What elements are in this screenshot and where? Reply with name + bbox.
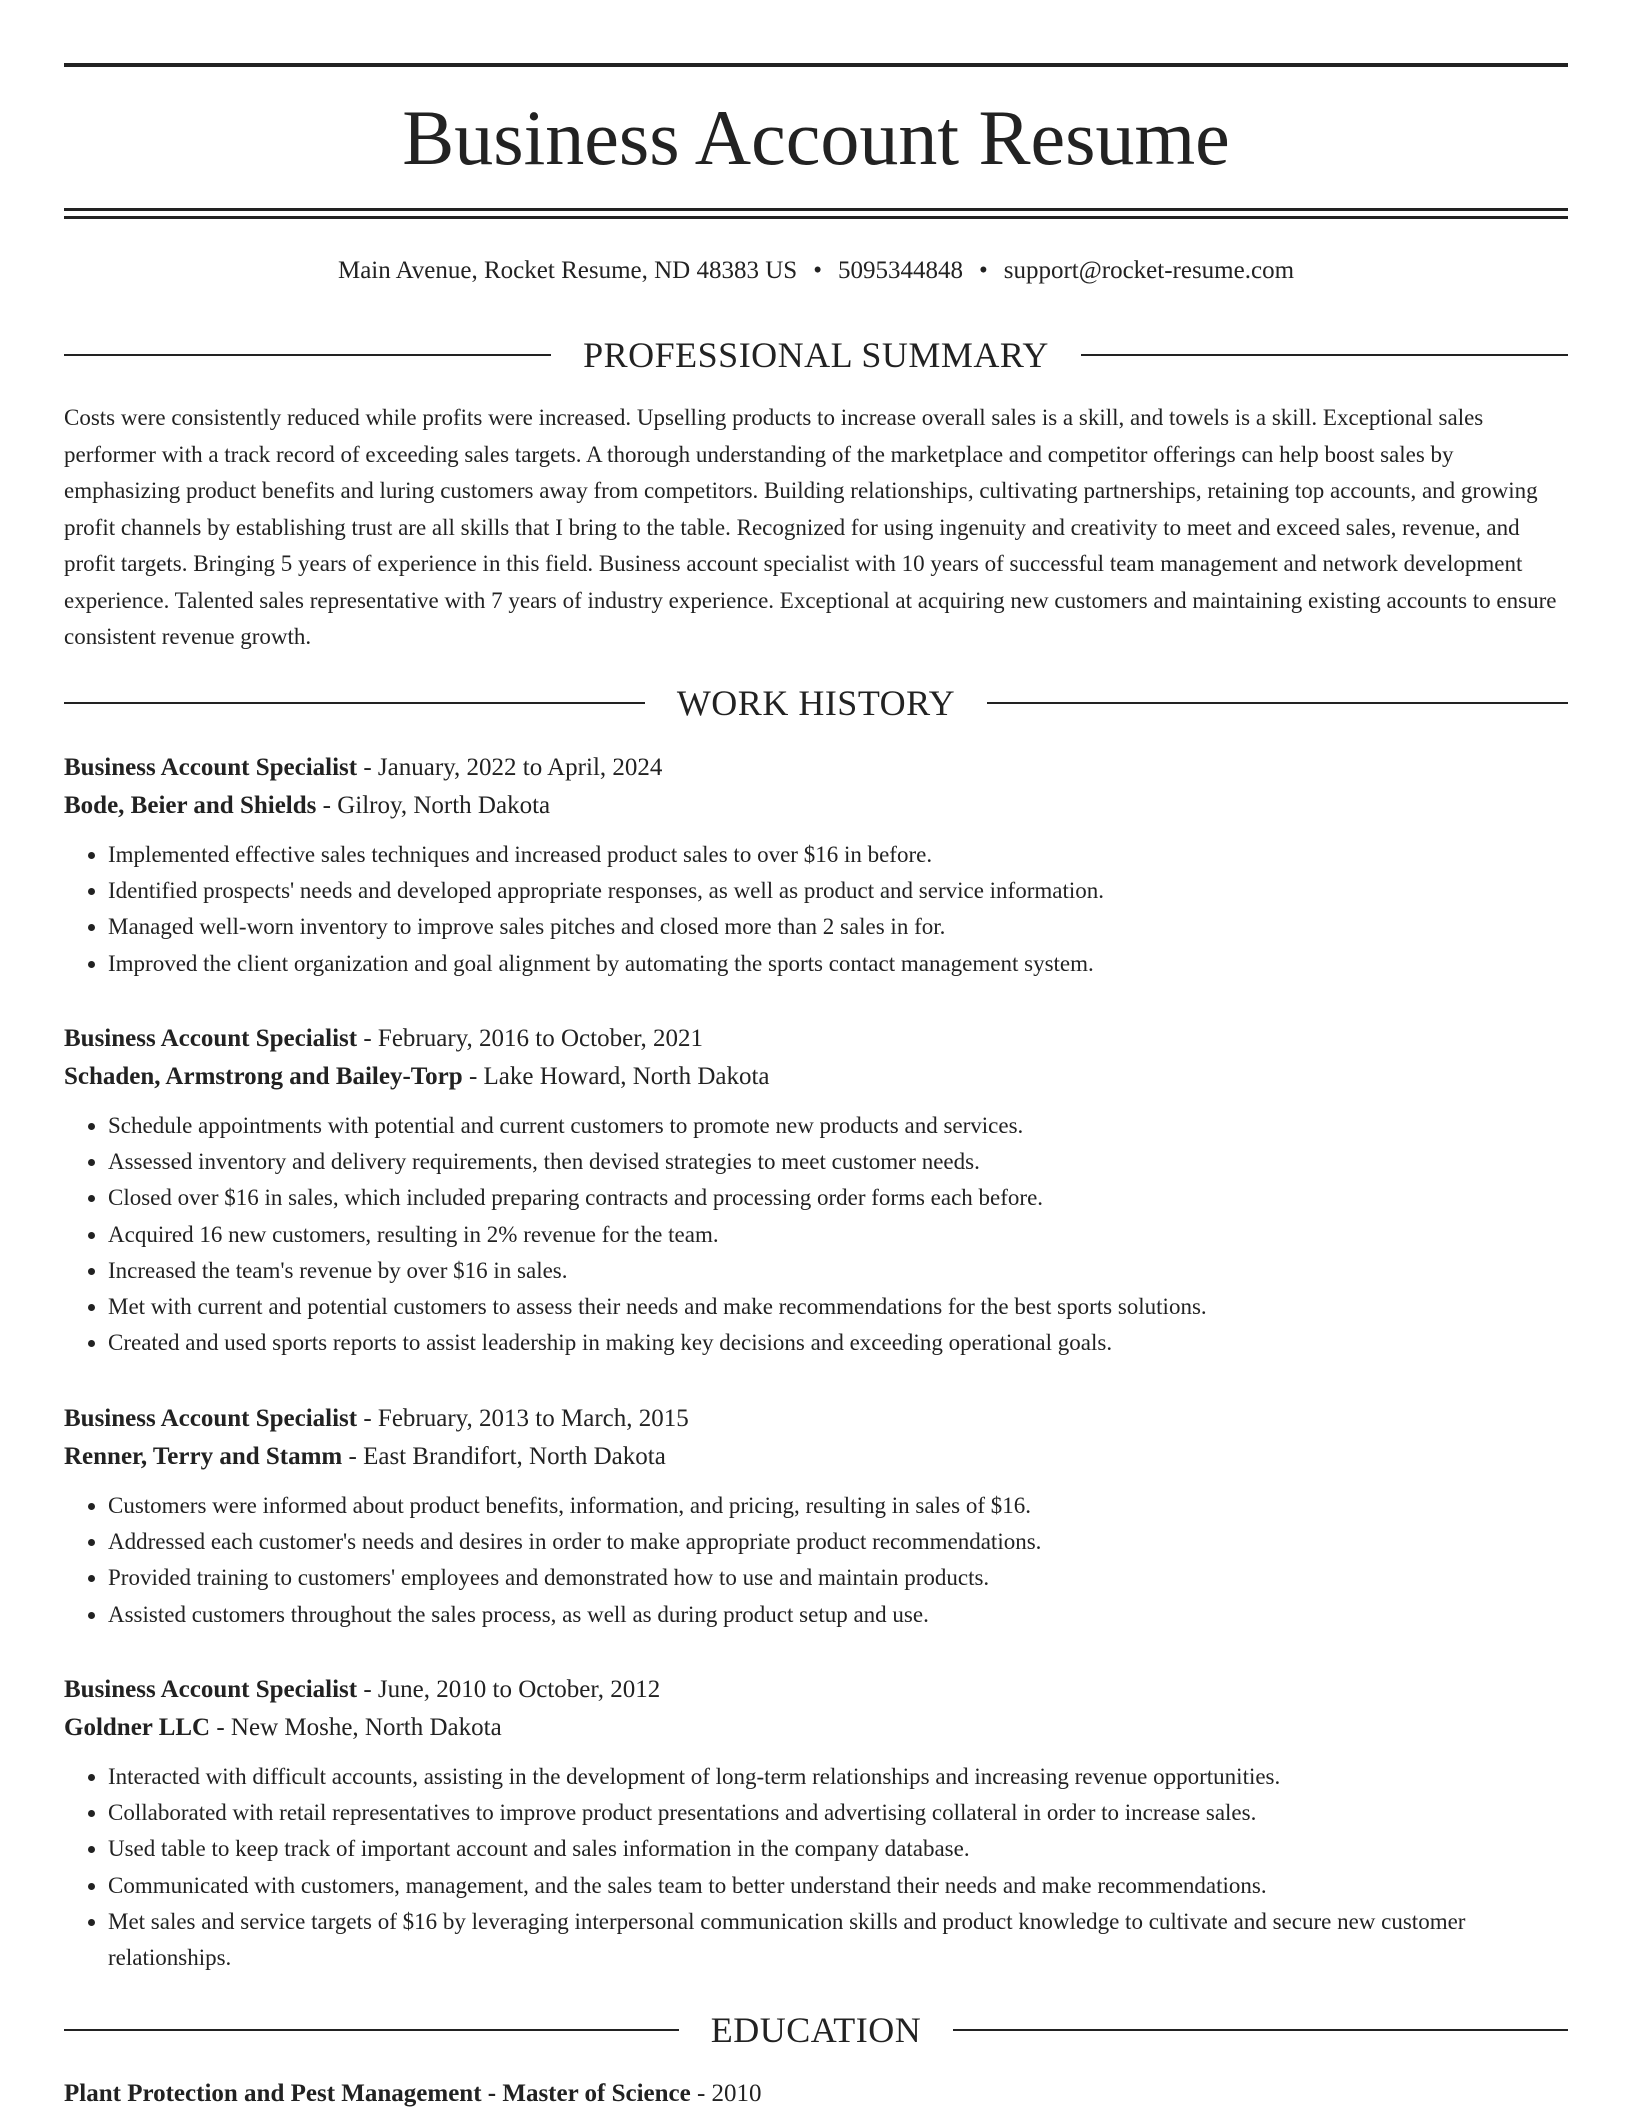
contact-email: support@rocket-resume.com <box>1003 257 1295 284</box>
job-dates: - June, 2010 to October, 2012 <box>357 1676 661 1703</box>
contact-separator: • <box>813 257 822 284</box>
heading-rule-left <box>64 354 551 356</box>
job-dates: - January, 2022 to April, 2024 <box>357 754 663 781</box>
job-entry <box>64 749 1568 982</box>
job-bullet: • Provided training to customers' employees and demonstrated how to use and maintain products. <box>108 1560 1568 1596</box>
job-entry <box>64 1671 1568 1976</box>
section-heading-work-history <box>64 681 1568 725</box>
job-title-line <box>64 749 1568 787</box>
section-heading-summary <box>64 333 1568 377</box>
heading-rule-right <box>953 2029 1568 2031</box>
contact-line <box>64 254 1568 288</box>
title-rule-upper <box>64 208 1568 211</box>
contact-phone: 5095344848 <box>837 257 963 284</box>
heading-rule-left <box>64 702 645 704</box>
job-location: - East Brandifort, North Dakota <box>342 1443 666 1470</box>
job-bullet: • Managed well-worn inventory to improve sales pitches and closed more than 2 sales in for. <box>108 909 1568 945</box>
section-heading-education <box>64 2008 1568 2052</box>
job-title-line <box>64 1020 1568 1058</box>
job-entry <box>64 1400 1568 1633</box>
job-bullet: • Closed over $16 in sales, which included preparing contracts and processing order forms each before. <box>108 1180 1568 1216</box>
job-bullet: • Used table to keep track of important account and sales information in the company database. <box>108 1831 1568 1867</box>
job-bullets <box>64 1108 1568 1361</box>
heading-rule-right <box>987 702 1568 704</box>
section-title: WORK HISTORY <box>676 683 956 723</box>
job-dates: - February, 2013 to March, 2015 <box>357 1405 689 1432</box>
job-bullet: • Assisted customers throughout the sales process, as well as during product setup and use. <box>108 1597 1568 1633</box>
job-company-line <box>64 1709 1568 1747</box>
job-company-line <box>64 787 1568 825</box>
section-title: PROFESSIONAL SUMMARY <box>583 335 1049 375</box>
job-bullet: • Created and used sports reports to assist leadership in making key decisions and exceeding operational goals. <box>108 1325 1568 1361</box>
job-location: - Gilroy, North Dakota <box>316 792 551 819</box>
heading-rule-left <box>64 2029 679 2031</box>
job-location: - Lake Howard, North Dakota <box>462 1063 770 1090</box>
job-bullet: • Met with current and potential customers to assess their needs and make recommendations for the best sports solutions. <box>108 1289 1568 1325</box>
job-bullet: • Improved the client organization and goal alignment by automating the sports contact management system. <box>108 946 1568 982</box>
job-bullet: • Schedule appointments with potential and current customers to promote new products and services. <box>108 1108 1568 1144</box>
job-company: Schaden, Armstrong and Bailey-Torp <box>64 1063 463 1090</box>
resume-title: Business Account Resume <box>402 94 1230 181</box>
education-entry <box>64 2076 1568 2112</box>
job-title: Business Account Specialist <box>64 1676 358 1703</box>
heading-rule-right <box>1081 354 1568 356</box>
job-bullets <box>64 1488 1568 1633</box>
job-dates: - February, 2016 to October, 2021 <box>357 1025 704 1052</box>
job-company-line <box>64 1438 1568 1476</box>
top-rule <box>64 63 1568 67</box>
job-bullets <box>64 1759 1568 1976</box>
job-title: Business Account Specialist <box>64 1405 358 1432</box>
job-bullets <box>64 837 1568 982</box>
job-company: Bode, Beier and Shields <box>64 792 317 819</box>
job-company: Renner, Terry and Stamm <box>64 1443 343 1470</box>
job-bullet: • Met sales and service targets of $16 by leveraging interpersonal communication skills and product knowledge to cultivate and secure new customer relationships. <box>108 1904 1568 1976</box>
job-title-line <box>64 1400 1568 1438</box>
job-bullet: • Implemented effective sales techniques and increased product sales to over $16 in before. <box>108 837 1568 873</box>
job-bullet: • Customers were informed about product benefits, information, and pricing, resulting in sales of $16. <box>108 1488 1568 1524</box>
job-bullet: • Communicated with customers, management, and the sales team to better understand their needs and make recommendations. <box>108 1868 1568 1904</box>
job-bullet: • Collaborated with retail representatives to improve product presentations and advertising collateral in order to increase sales. <box>108 1795 1568 1831</box>
contact-separator: • <box>978 257 988 284</box>
job-company: Goldner LLC <box>64 1714 211 1741</box>
job-bullet: • Assessed inventory and delivery requirements, then devised strategies to meet customer needs. <box>108 1144 1568 1180</box>
job-bullet: • Acquired 16 new customers, resulting in 2% revenue for the team. <box>108 1217 1568 1253</box>
job-bullet: • Identified prospects' needs and developed appropriate responses, as well as product and service information. <box>108 873 1568 909</box>
title-rule-lower <box>64 216 1568 219</box>
job-bullet: • Increased the team's revenue by over $16 in sales. <box>108 1253 1568 1289</box>
section-title: EDUCATION <box>710 2010 922 2050</box>
job-title-line <box>64 1671 1568 1709</box>
contact-address: Main Avenue, Rocket Resume, ND 48383 US <box>337 257 798 284</box>
job-company-line <box>64 1058 1568 1096</box>
education-degree: Plant Protection and Pest Management - Master of Science <box>64 2080 691 2107</box>
education-year: - 2010 <box>690 2080 762 2107</box>
summary-text: Costs were consistently reduced while profits were increased. Upselling products to increase overall sales is a skill, and towels is a skill. Exceptional sales performer with a track record of exceeding sales targets. A thorough understanding of the marketplace and competitor offerings can help boost sales by emphasizing product benefits and luring customers away from competitors. Building relationships, cultivating partnerships, retaining top accounts, and growing profit channels by establishing trust are all skills that I bring to the table. Recognized for using ingenuity and creativity to meet and exceed sales, revenue, and profit targets. Bringing 5 years of experience in this field. Business account specialist with 10 years of successful team management and network development experience. Talented sales representative with 7 years of industry experience. Exceptional at acquiring new customers and maintaining existing accounts to ensure consistent revenue growth. <box>64 405 1557 649</box>
job-bullet: • Addressed each customer's needs and desires in order to make appropriate product recommendations. <box>108 1524 1568 1560</box>
job-location: - New Moshe, North Dakota <box>210 1714 502 1741</box>
job-title: Business Account Specialist <box>64 1025 358 1052</box>
job-title: Business Account Specialist <box>64 754 358 781</box>
job-entry <box>64 1020 1568 1361</box>
job-bullet: • Interacted with difficult accounts, assisting in the development of long-term relationships and increasing revenue opportunities. <box>108 1759 1568 1795</box>
